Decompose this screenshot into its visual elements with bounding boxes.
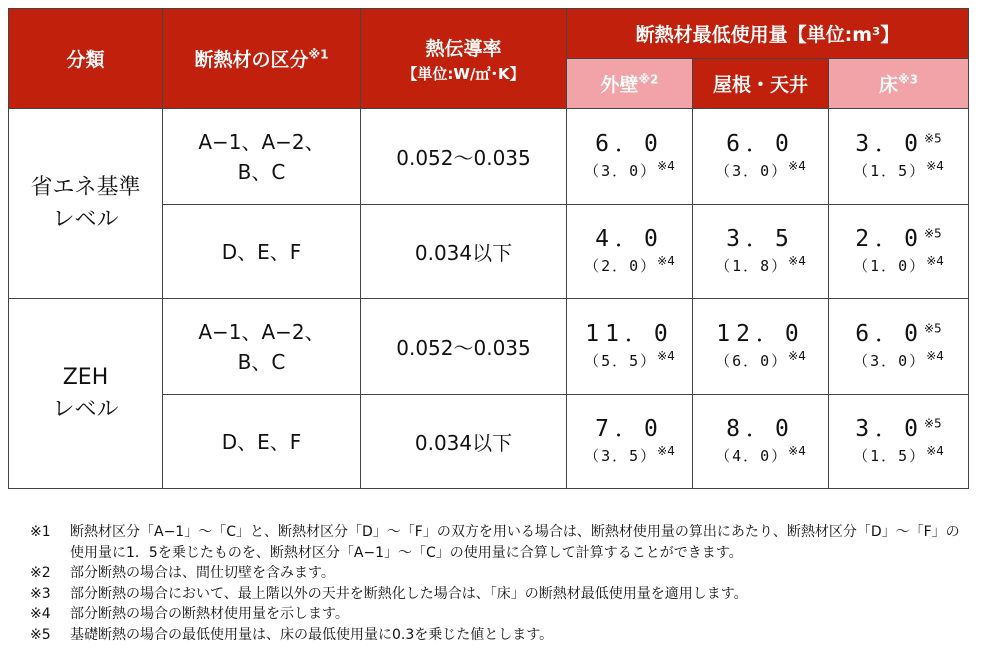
footnote: ※3 部分断熱の場合において、最上階以外の天井を断熱化した場合は、「床」の断熱材最低使用量を適用します。 [30,585,748,602]
roof-value-cell: 8．0 （4．0）$^{※4}$ [693,395,829,489]
floor-value-cell: 2．0$^{※5}$ （1．0）$^{※4}$ [829,205,969,299]
material-cell: A−1、A−2、 B、C [163,109,361,205]
conductivity-cell: 0.052〜0.035 [361,109,567,205]
category-cell: ZEH レベル [9,299,163,489]
insulation-usage-table [8,8,969,489]
footnote: ※2 部分断熱の場合は、間仕切壁を含みます。 [30,565,335,581]
material-cell: D、E、F [163,395,361,489]
header-conductivity: 熱伝導率 【単位:W/㎡･K】 [361,9,567,109]
header-material: 断熱材の区分$^{※1}$ [163,9,361,109]
footnotes [30,522,970,645]
table-row [9,109,969,205]
roof-value-cell: 3．5 （1．8）$^{※4}$ [693,205,829,299]
material-cell: D、E、F [163,205,361,299]
header-min-usage: 断熱材最低使用量【単位:m³】 [567,9,969,59]
header-floor: 床$^{※3}$ [829,59,969,109]
conductivity-cell: 0.034以下 [361,395,567,489]
footnote: ※1 断熱材区分「A−1」〜「C」と、断熱材区分「D」〜「F」の双方を用いる場合は、断熱材使用量の算出にあたり、断熱材区分「D」〜「F」の使用量に1．5を乗じたものを、断熱材区分「A−1」〜「C」の使用量に合算して計算することができます。 [30,524,960,561]
header-category: 分類 [9,9,163,109]
floor-value-cell: 3．0$^{※5}$ （1．5）$^{※4}$ [829,109,969,205]
header-conductivity-unit: 【単位:W/㎡･K】 [402,64,525,83]
material-cell: A−1、A−2、 B、C [163,299,361,395]
wall-value-cell: 11．0 （5．5）$^{※4}$ [567,299,693,395]
roof-value-cell: 12．0 （6．0）$^{※4}$ [693,299,829,395]
footnote: ※4 部分断熱の場合の断熱材使用量を示します。 [30,606,349,622]
header-roof: 屋根・天井 [693,59,829,109]
table-row [9,299,969,395]
footnote: ※5 基礎断熱の場合の最低使用量は、床の最低使用量に0.3を乗じた値とします。 [30,626,554,643]
floor-value-cell: 3．0$^{※5}$ （1．5）$^{※4}$ [829,395,969,489]
wall-value-cell: 4．0 （2．0）$^{※4}$ [567,205,693,299]
floor-value-cell: 6．0$^{※5}$ （3．0）$^{※4}$ [829,299,969,395]
roof-value-cell: 6．0 （3．0）$^{※4}$ [693,109,829,205]
wall-value-cell: 6．0 （3．0）$^{※4}$ [567,109,693,205]
header-wall: 外壁$^{※2}$ [567,59,693,109]
wall-value-cell: 7．0 （3．5）$^{※4}$ [567,395,693,489]
category-cell: 省エネ基準 レベル [9,109,163,299]
conductivity-cell: 0.034以下 [361,205,567,299]
conductivity-cell: 0.052〜0.035 [361,299,567,395]
